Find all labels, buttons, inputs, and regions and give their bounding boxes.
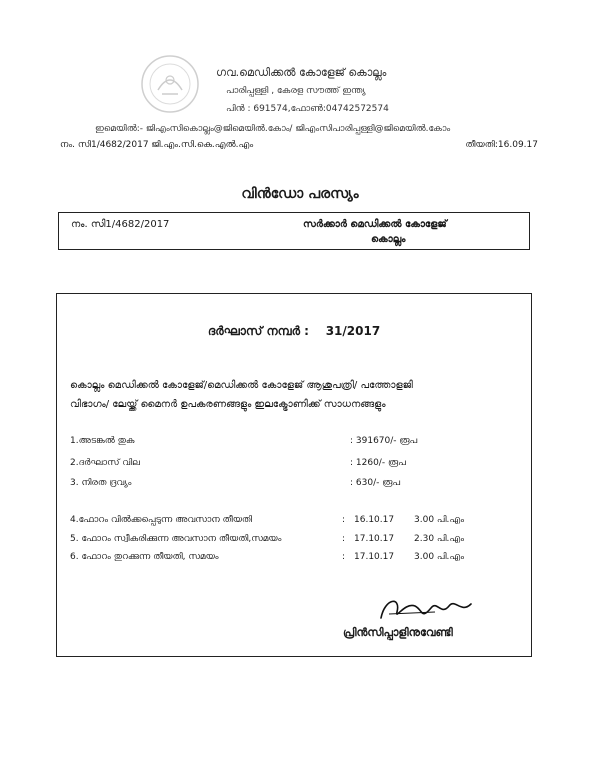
tender-heading-label: ദർഘാസ് നമ്പർ :: [207, 324, 309, 338]
amount-label: 1.അടങ്കൽ തുക: [70, 436, 135, 446]
letterhead-email: ഇമെയിൽ:- ജിഎംസികൊല്ലം@ജിമെയിൽ.കോം/ ജിഎംസിപാരിപ്പള്ളി@ജിമെയിൽ.കോം: [95, 124, 451, 134]
schedule-date: 16.10.17: [354, 515, 395, 525]
schedule-label: 4.ഫോറം വിൽക്കപ്പെടുന്ന അവസാന തീയതി: [70, 515, 253, 525]
tender-description: [70, 376, 520, 414]
description-line-2: വിഭാഗം/ ലേയ്ക്ക് മൈനർ ഉപകരണങ്ങളും ഇലക്ട്രോണിക്ക് സാധനങ്ങളും: [70, 399, 386, 410]
schedule-date: 17.10.17: [354, 534, 395, 544]
institution-line-2: കൊല്ലം: [371, 234, 406, 245]
schedule-row: 6. ഫോറം തുറക്കുന്ന തീയതി, സമയം : 17.10.17 3.00 പി.എം: [70, 552, 465, 562]
amount-row: [70, 436, 520, 448]
amount-row: [70, 478, 520, 490]
letterhead-address: പാരിപ്പള്ളി , കേരള സൗത്ത് ഇന്ത്യ: [226, 86, 366, 96]
notice-institution: [303, 217, 447, 247]
tender-number: 31/2017: [325, 324, 381, 338]
schedule-row: 4.ഫോറം വിൽക്കപ്പെടുന്ന അവസാന തീയതി : 16.10.17 3.00 പി.എം: [70, 515, 465, 525]
amount-value: : 1260/- രൂപ: [350, 458, 406, 468]
letterhead-institution-name: ഗവ.മെഡിക്കൽ കോളേജ് കൊല്ലം: [216, 66, 387, 79]
schedule-time: 3.00 പി.എം: [414, 515, 465, 525]
amount-label: 3. നിരത ദ്രവ്യം: [70, 478, 132, 488]
schedule-label: 6. ഫോറം തുറക്കുന്ന തീയതി, സമയം: [70, 552, 219, 562]
schedule-time: 2.30 പി.എം: [414, 534, 465, 544]
handwritten-signature-icon: [375, 592, 479, 626]
tender-heading: [57, 324, 531, 339]
schedule-time: 3.00 പി.എം: [414, 552, 465, 562]
notice-reference-number: നം. സി1/4682/2017: [71, 219, 170, 230]
amount-row: [70, 458, 520, 470]
institution-line-1: സർക്കാർ മെഡിക്കൽ കോളേജ്: [303, 219, 447, 230]
amount-label: 2.ദർഘാസ് വില: [70, 458, 140, 468]
document-title: വിൻഡോ പരസ്യം: [241, 186, 359, 202]
schedule-label: 5. ഫോറം സ്വീകരിക്കുന്ന അവസാന തീയതി,സമയം: [70, 534, 282, 544]
notice-header-box: [58, 212, 530, 250]
letterhead-pin-phone: പിൻ : 691574,ഫോൺ:04742572574: [226, 104, 389, 114]
schedule-date: 17.10.17: [354, 552, 395, 562]
tender-details-box: [56, 293, 532, 657]
college-emblem-icon: [138, 52, 202, 116]
reference-date: തീയതി:16.09.17: [465, 140, 538, 150]
description-line-1: കൊല്ലം മെഡിക്കൽ കോളേജ്/മെഡിക്കൽ കോളേജ് ആശുപത്രി/ പത്തോളജി: [70, 380, 413, 391]
schedule-row: 5. ഫോറം സ്വീകരിക്കുന്ന അവസാന തീയതി,സമയം : 17.10.17 2.30 പി.എം: [70, 534, 465, 544]
signatory-label: പ്രിൻസിപ്പാളിനുവേണ്ടി: [343, 626, 453, 639]
amount-value: : 391670/- രൂപ: [350, 436, 418, 446]
reference-number: നം. സി1/4682/2017 ജി.എം.സി.കെ.എൽ.എം: [60, 140, 254, 150]
amount-value: : 630/- രൂപ: [350, 478, 401, 488]
